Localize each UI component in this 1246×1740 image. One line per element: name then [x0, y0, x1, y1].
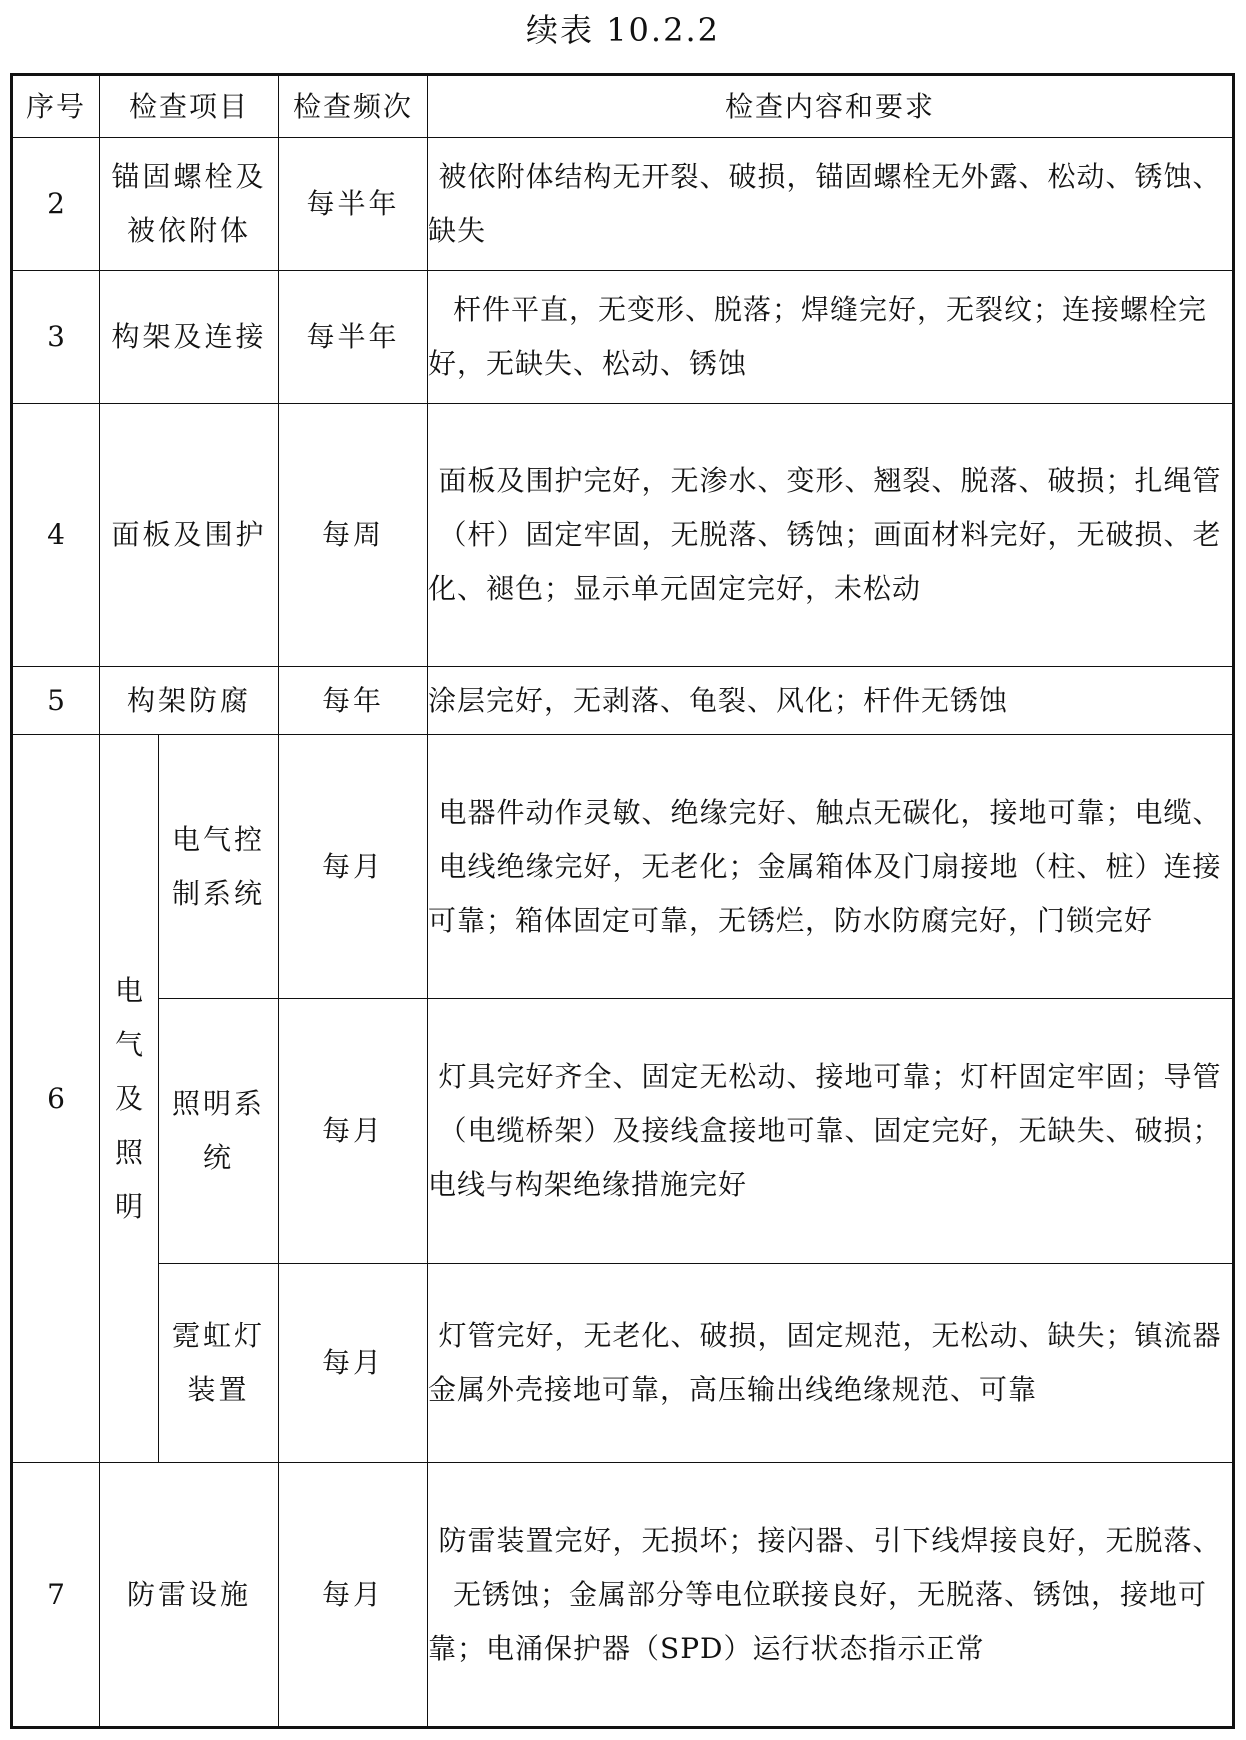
- header-frequency: 检查频次: [279, 75, 428, 138]
- table-row: [12, 270, 1234, 403]
- row-number: 5: [12, 667, 100, 735]
- check-content: 杆件平直，无变形、脱落；焊缝完好，无裂纹；连接螺栓完好，无缺失、松动、锈蚀: [428, 270, 1234, 403]
- check-content: 灯管完好，无老化、破损，固定规范，无松动、缺失；镇流器金属外壳接地可靠，高压输出线绝缘规范、可靠: [428, 1264, 1234, 1463]
- table-row: [12, 1264, 1234, 1463]
- row-number: 4: [12, 403, 100, 667]
- check-frequency: 每年: [279, 667, 428, 735]
- table-row: [12, 734, 1234, 999]
- check-content: 灯具完好齐全、固定无松动、接地可靠；灯杆固定牢固；导管（电缆桥架）及接线盒接地可靠、固定完好，无缺失、破损；电线与构架绝缘措施完好: [428, 999, 1234, 1264]
- check-subitem: 霓虹灯装置: [159, 1264, 279, 1463]
- table-row: [12, 667, 1234, 735]
- row-number: 2: [12, 138, 100, 271]
- table-row: [12, 403, 1234, 667]
- header-item: 检查项目: [100, 75, 279, 138]
- check-content: 被依附体结构无开裂、破损，锚固螺栓无外露、松动、锈蚀、缺失: [428, 138, 1234, 271]
- check-frequency: 每月: [279, 999, 428, 1264]
- group-label: [100, 734, 159, 1463]
- check-frequency: 每半年: [279, 138, 428, 271]
- check-content: 防雷装置完好，无损坏；接闪器、引下线焊接良好，无脱落、无锈蚀；金属部分等电位联接良好，无脱落、锈蚀，接地可靠；电涌保护器（SPD）运行状态指示正常: [428, 1463, 1234, 1728]
- check-content: 电器件动作灵敏、绝缘完好、触点无碳化，接地可靠；电缆、电线绝缘完好，无老化；金属箱体及门扇接地（柱、桩）连接可靠；箱体固定可靠，无锈烂，防水防腐完好，门锁完好: [428, 734, 1234, 999]
- table-row: [12, 1463, 1234, 1728]
- row-number: 7: [12, 1463, 100, 1728]
- check-frequency: 每月: [279, 1264, 428, 1463]
- check-item: 锚固螺栓及被依附体: [100, 138, 279, 271]
- check-subitem: 照明系统: [159, 999, 279, 1264]
- check-item: 防雷设施: [100, 1463, 279, 1728]
- check-frequency: 每半年: [279, 270, 428, 403]
- check-frequency: 每月: [279, 1463, 428, 1728]
- check-item: 构架防腐: [100, 667, 279, 735]
- check-frequency: 每月: [279, 734, 428, 999]
- inspection-table: [10, 73, 1235, 1729]
- table-row: [12, 138, 1234, 271]
- row-number: 3: [12, 270, 100, 403]
- check-content: 面板及围护完好，无渗水、变形、翘裂、脱落、破损；扎绳管（杆）固定牢固，无脱落、锈蚀；画面材料完好，无破损、老化、褪色；显示单元固定完好，未松动: [428, 403, 1234, 667]
- header-row: [12, 75, 1234, 138]
- header-no: 序号: [12, 75, 100, 138]
- table-row: [12, 999, 1234, 1264]
- check-item: 面板及围护: [100, 403, 279, 667]
- check-content: 涂层完好，无剥落、龟裂、风化；杆件无锈蚀: [428, 667, 1234, 735]
- check-subitem: 电气控制系统: [159, 734, 279, 999]
- check-item: 构架及连接: [100, 270, 279, 403]
- header-content: 检查内容和要求: [428, 75, 1234, 138]
- row-number: 6: [12, 734, 100, 1463]
- check-frequency: 每周: [279, 403, 428, 667]
- table-caption: 续表 10.2.2: [526, 11, 720, 49]
- group-label-text: 电气及照明: [114, 973, 143, 1223]
